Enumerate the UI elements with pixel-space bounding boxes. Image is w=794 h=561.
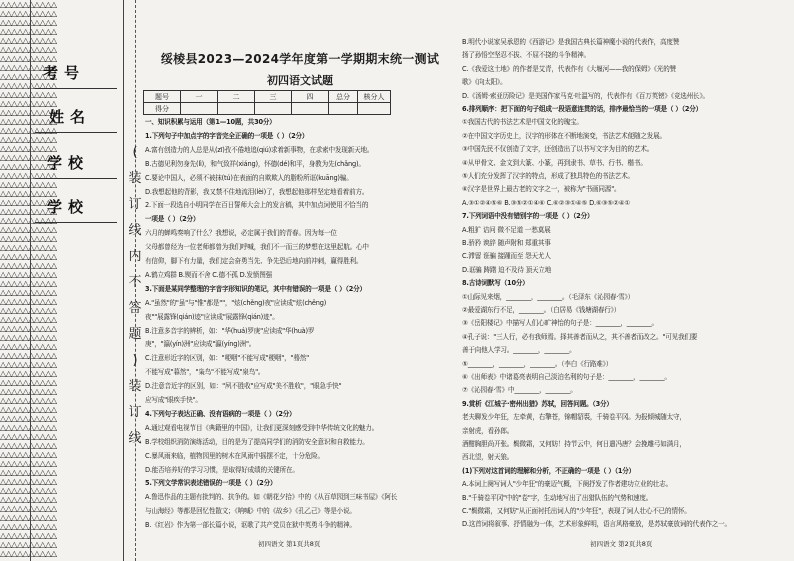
triangle-row: △△△△△△△△△△ [0, 36, 57, 45]
question-line: B.注意多音字的辨析，如："华(huá)罗庚"应读成"华(huà)罗 [145, 326, 315, 335]
triangle-row: △△△△△△△△△△ [0, 414, 57, 423]
triangle-row: △△△△△△△△△△ [0, 126, 57, 135]
question-line: ②在中国文字历史上，汉字的形体在不断地演变，书法艺术便随之发展。 [462, 131, 666, 140]
question-line: 4.下列句子表达正确、没有语病的一项是（ ）（2分） [145, 409, 296, 418]
question-line: A.富有创造力的人总是从(zī)孜不倦地追(qiú)求着新事物，在求索中发现新天地。 [145, 145, 374, 154]
triangle-row: △△△△△△△△△△ [0, 144, 57, 153]
triangle-row: △△△△△△△△△△ [0, 522, 57, 531]
triangle-row: △△△△△△△△△△ [0, 180, 57, 189]
triangle-row: △△△△△△△△△△ [0, 495, 57, 504]
triangle-row: △△△△△△△△△△ [0, 450, 57, 459]
exam-subtitle: 初四语文试题 [267, 74, 333, 87]
question-line: ⑤________，________，________。（李白《行路难》） [462, 359, 613, 368]
class-line [35, 222, 117, 223]
question-line: B.古德见利勿身先(lì)，和气致祥(xiáng)，怀德(dé)和平，身教为先(chǎng)。 [145, 159, 365, 168]
binding-char: 题 [128, 327, 142, 342]
question-line: (1)下列对这首词的理解和分析，不正确的一项是（ ）（1分） [462, 466, 636, 475]
question-line: C.《我爱这土地》的作者是艾青，代表作有《大堰河——我的保姆》《光的赞 [462, 64, 676, 73]
triangle-row: △△△△△△△△△△ [0, 513, 57, 522]
question-line: D.《汤姆·索亚历险记》是美国作家马克·吐温写的，代表作有《百万英镑》《竞选州长》。 [462, 91, 709, 100]
question-line: ④孔子说："三人行，必有我师焉。择其善者而从之，其不善者而改之。"可见我们要 [462, 332, 698, 341]
class-label: 学校 [47, 198, 90, 216]
triangle-row: △△△△△△△△△△ [0, 459, 57, 468]
triangle-row: △△△△△△△△△△ [0, 531, 57, 540]
binding-line-notice [126, 140, 144, 452]
question-line: 与山海经》等都是回忆性散文；《呐喊》中的《故乡》《孔乙己》等是小说。 [145, 507, 356, 516]
question-line: D.这首词将叙事、抒情融为一体，艺术形象鲜明，语言风格豪放，是苏轼豪放词的代表作之一。 [462, 520, 731, 529]
question-line: 3.下面是某同学整理的字音字形知识的笔记，其中有错误的一项是（ ）（2分） [145, 284, 366, 293]
question-line: ①山际见来烟，________，________。（毛泽东《沁园春·雪》） [462, 292, 635, 301]
triangle-row: △△△△△△△△△△ [0, 270, 57, 279]
triangle-row: △△△△△△△△△△ [0, 54, 57, 63]
question-line: 5.下列文学常识表述错误的一项是（ ）（2分） [145, 479, 277, 488]
triangle-pattern-border [0, 0, 57, 561]
triangle-row: △△△△△△△△△△ [0, 18, 57, 27]
triangle-row: △△△△△△△△△△ [0, 261, 57, 270]
question-line: 有信仰，脚下有力量，我们定会奋勇当先、争先恐后地向前冲刺，赢得胜利。 [145, 257, 363, 265]
question-line: 应写成"眼疾手快"。 [145, 396, 202, 404]
question-line: ③《岳阳楼记》中描写人们心旷神怡的句子是：________，________。 [462, 319, 658, 328]
triangle-row: △△△△△△△△△△ [0, 279, 57, 288]
question-line: C.要论中国人，必须不被抹(tú)在表面的自欺欺人的脂粉所诓(kuāng)骗。 [145, 173, 353, 182]
question-line: 六月的蝉鸣奏响了什么？我想说，必定属于我们的青春。因为每一位 [145, 229, 337, 238]
question-line: ④从甲骨文、金文到大篆、小篆，再到隶书、草书、行书、楷书。 [462, 158, 647, 167]
triangle-row: △△△△△△△△△△ [0, 486, 57, 495]
score-header-cell: 四 [292, 91, 329, 103]
binding-char: ) [132, 353, 138, 368]
question-line: A.③①②④⑤⑥ B.③⑤②①④⑥ C.⑥②③①④⑤ D.⑥③⑤②④① [462, 198, 631, 207]
triangle-row: △△△△△△△△△△ [0, 216, 57, 225]
score-header-cell: 一 [181, 91, 218, 103]
question-line: C."鬓微霜，又何妨"从正面衬托出词人的"少年狂"，表现了词人壮心不已的情怀。 [462, 507, 691, 515]
triangle-row: △△△△△△△△△△ [0, 153, 57, 162]
triangle-row: △△△△△△△△△△ [0, 387, 57, 396]
question-line: ⑦《沁园春·雪》中________，________。 [462, 386, 577, 395]
question-line: A.本词上阕写词人"少年狂"的豪迈气概，下阕抒发了作者建功立业的壮志。 [462, 480, 672, 489]
question-line: ①我国古代的书法艺术是中国文化的瑰宝。 [462, 118, 583, 127]
question-line: B.《红岩》作为第一部长篇小说，讴歌了共产党员在狱中英勇斗争的精神。 [145, 521, 356, 530]
question-line: 8.古诗词默写（10分） [462, 279, 529, 288]
triangle-row: △△△△△△△△△△ [0, 297, 57, 306]
triangle-row: △△△△△△△△△△ [0, 333, 57, 342]
triangle-row: △△△△△△△△△△ [0, 108, 57, 117]
triangle-row: △△△△△△△△△△ [0, 306, 57, 315]
triangle-row: △△△△△△△△△△ [0, 342, 57, 351]
question-line: A.通过观看电视节目《典籍里的中国》，让我们更深刻感受到中华传统文化的魅力。 [145, 423, 378, 432]
question-line: ⑥《出师表》中诸葛亮表明自己淡泊名利的句子是：________，________。 [462, 373, 671, 381]
question-line: 西北望，射天狼。 [462, 453, 514, 462]
name-line [35, 132, 117, 133]
question-line: 2.下面一段选自小明同学在百日誓师大会上的发言稿，其中加点词使用不恰当的 [145, 201, 369, 210]
score-cell: 得分 [144, 103, 181, 115]
triangle-row: △△△△△△△△△△ [0, 189, 57, 198]
triangle-row: △△△△△△△△△△ [0, 45, 57, 54]
triangle-row: △△△△△△△△△△ [0, 540, 57, 549]
question-line: ③中国先民不仅创造了文字，还创造出了以书写文字为目的的艺术。 [462, 145, 654, 154]
binding-char: 线 [128, 223, 142, 238]
binding-char: 内 [128, 249, 142, 264]
question-line: D.注意音近字的区别，如："夙不胜收"应写成"美不胜收"，"眼急手快" [145, 382, 342, 391]
triangle-row: △△△△△△△△△△ [0, 252, 57, 261]
question-line: 酒酣胸胆尚开张。鬓微霜，又何妨！持节云中，何日遣冯唐？会挽雕弓如满月， [462, 440, 686, 448]
triangle-row: △△△△△△△△△△ [0, 405, 57, 414]
question-line: D.能否培养好的学习习惯，是取得好成绩的关键所在。 [145, 465, 299, 474]
triangle-row: △△△△△△△△△△ [0, 117, 57, 126]
triangle-row: △△△△△△△△△△ [0, 324, 57, 333]
score-header-cell: 三 [255, 91, 292, 103]
score-cell[interactable] [255, 103, 292, 115]
triangle-row: △△△△△△△△△△ [0, 351, 57, 360]
triangle-row: △△△△△△△△△△ [0, 432, 57, 441]
question-line: B.学校组织消防演练活动，目的是为了提高同学们的消防安全意识和自救能力。 [145, 437, 369, 446]
triangle-row: △△△△△△△△△△ [0, 198, 57, 207]
question-line: 扬了孙悟空坚忍不拔、不屈不挠的斗争精神。 [462, 51, 590, 60]
question-line: 1.下列句子中加点字的字音完全正确的一项是（ ）（2分） [145, 131, 309, 140]
page-footer-right: 初四语文 第2页共8页 [590, 540, 653, 548]
triangle-row: △△△△△△△△△△ [0, 243, 57, 252]
question-line: 一项是（ ）（2分） [145, 215, 200, 224]
triangle-row: △△△△△△△△△△ [0, 63, 57, 72]
question-line: 善于向他人学习。________，________。 [462, 346, 576, 355]
question-line: C.注意形近字的区别，如："哽咽"不能写成"梗咽"，"蓦然" [145, 354, 309, 363]
question-line: A."虽然"的"虽"与"惟"都是""，"炫(chěng)夜"应读成"炫(chěng) [145, 298, 327, 307]
binding-char: 不 [128, 275, 142, 290]
triangle-row: △△△△△△△△△△ [0, 90, 57, 99]
question-line: D.我想起他的背影，我又禁不住地流泪(lèi)了，我想起他那样坚定地看着前方。 [145, 187, 369, 196]
triangle-row: △△△△△△△△△△ [0, 225, 57, 234]
triangle-row: △△△△△△△△△△ [0, 171, 57, 180]
question-line: 庚"，"瀛(yín)洲"应读成"瀛(yíng)洲"。 [145, 340, 256, 349]
question-line: ⑥汉字是世界上最古老的文字之一，被称为"书画同源"。 [462, 185, 621, 194]
triangle-row: △△△△△△△△△△ [0, 477, 57, 486]
question-line: 一、知识积累与运用（第1—10题，共30分） [145, 118, 276, 126]
binding-char: 线 [128, 431, 142, 446]
exam-number-line [35, 88, 117, 89]
triangle-row: △△△△△△△△△△ [0, 468, 57, 477]
question-line: 夜""展露锋(qián)迹"应读成"展露锋(qián)迹"。 [145, 312, 279, 321]
question-line: ⑤人们充分发挥了汉字的特点，形成了独具特色的书法艺术。 [462, 172, 634, 180]
triangle-row: △△△△△△△△△△ [0, 207, 57, 216]
score-header-cell: 核分人 [358, 91, 391, 103]
triangle-row: △△△△△△△△△△ [0, 27, 57, 36]
question-line: A.鹤立鸡群 B.锲而不舍 C.德不孤 D.发愤图强 [145, 270, 272, 279]
question-line: 6.排列顺序：把下面的句子组成一段语意连贯的话，排序最恰当的一项是（ ）（2分） [462, 105, 703, 113]
score-header-cell: 二 [218, 91, 255, 103]
exam-title: 绥棱县2023—2024学年度第一学期期末统一测试 [160, 52, 440, 66]
binding-char: 答 [128, 301, 142, 316]
score-cell[interactable] [329, 103, 358, 115]
triangle-row: △△△△△△△△△△ [0, 72, 57, 81]
page-footer-left: 初四语文 第1页共8页 [258, 540, 321, 548]
score-header-cell: 题号 [144, 91, 181, 103]
question-line: D.诓骗 踌躇 迫不及待 顶天立地 [462, 265, 552, 274]
binding-char: 订 [128, 405, 142, 420]
score-cell[interactable] [358, 103, 391, 115]
triangle-row: △△△△△△△△△△ [0, 441, 57, 450]
binding-char: 装 [128, 171, 142, 186]
binding-char: 订 [128, 197, 142, 212]
question-line: 7.下列词语中没有错别字的一项是（ ）（2分） [462, 212, 594, 221]
question-line: 歌》《向太阳》。 [462, 78, 507, 87]
triangle-row: △△△△△△△△△△ [0, 288, 57, 297]
triangle-row: △△△△△△△△△△ [0, 81, 57, 90]
triangle-row: △△△△△△△△△△ [0, 315, 57, 324]
question-line: 不能写成"暮然"，"枭鸟"不能写成"泉鸟"。 [145, 368, 265, 377]
question-line: A.鲁迅作品的主题有批判的、抗争的。如《朝花夕拾》中的《从百草园到三味书屋》《阿长 [145, 493, 398, 502]
student-info-column [30, 0, 124, 561]
triangle-row: △△△△△△△△△△ [0, 135, 57, 144]
triangle-row: △△△△△△△△△△ [0, 504, 57, 513]
question-line: 亲射虎，看孙郎。 [462, 426, 514, 435]
question-line: B."千骑卷平冈"中的"卷"字，生动地写出了出猎队伍的气势和速度。 [462, 493, 653, 502]
question-line: C.暴风雨来临，植物园里的树木在风雨中摇摆不定，十分危险。 [145, 451, 324, 460]
score-cell[interactable] [218, 103, 255, 115]
triangle-row: △△△△△△△△△△ [0, 423, 57, 432]
exam-number-label: 考号 [43, 64, 86, 82]
question-line: 9.赏析《江城子·密州出猎》苏轼，回答问题。（3分） [462, 399, 613, 408]
school-line [35, 178, 117, 179]
binding-char: 装 [128, 379, 142, 394]
triangle-row: △△△△△△△△△△ [0, 360, 57, 369]
score-cell[interactable] [292, 103, 329, 115]
name-label: 姓名 [49, 108, 92, 126]
triangle-row: △△△△△△△△△△ [0, 234, 57, 243]
triangle-row: △△△△△△△△△△ [0, 549, 57, 558]
triangle-row: △△△△△△△△△△ [0, 378, 57, 387]
triangle-row: △△△△△△△△△△ [0, 396, 57, 405]
score-table [143, 90, 391, 115]
question-line: ②最爱湖东行不足，________。（白居易《钱塘湖春行》） [462, 306, 621, 314]
question-line: 老夫聊发少年狂，左牵黄，右擎苍，锦帽貂裘，千骑卷平冈。为报倾城随太守， [462, 413, 686, 422]
triangle-row: △△△△△△△△△△ [0, 369, 57, 378]
score-cell[interactable] [181, 103, 218, 115]
question-line: B.骄矜 谀辞 随声附和 郑重其事 [462, 239, 551, 247]
question-line: A.粗犷 诘问 微不足道 一愁莫展 [462, 225, 551, 234]
question-line: B.明代小说家吴承恩的《西游记》是我国古典长篇神魔小说的代表作，高度赞 [462, 38, 680, 46]
triangle-row: △△△△△△△△△△ [0, 162, 57, 171]
triangle-row: △△△△△△△△△△ [0, 99, 57, 108]
question-line: 父母都曾经为一位老师都曾为我们呼喊，我们不一而三的梦想在这里起航。心中 [145, 243, 369, 252]
school-label: 学校 [47, 154, 90, 172]
triangle-row: △△△△△△△△△△ [0, 9, 57, 18]
score-header-cell: 总分 [329, 91, 358, 103]
triangle-row: △△△△△△△△△△ [0, 0, 57, 9]
binding-char: ( [132, 145, 138, 160]
question-line: C.滞留 诳骗 接踵而至 怨天尤人 [462, 252, 551, 261]
